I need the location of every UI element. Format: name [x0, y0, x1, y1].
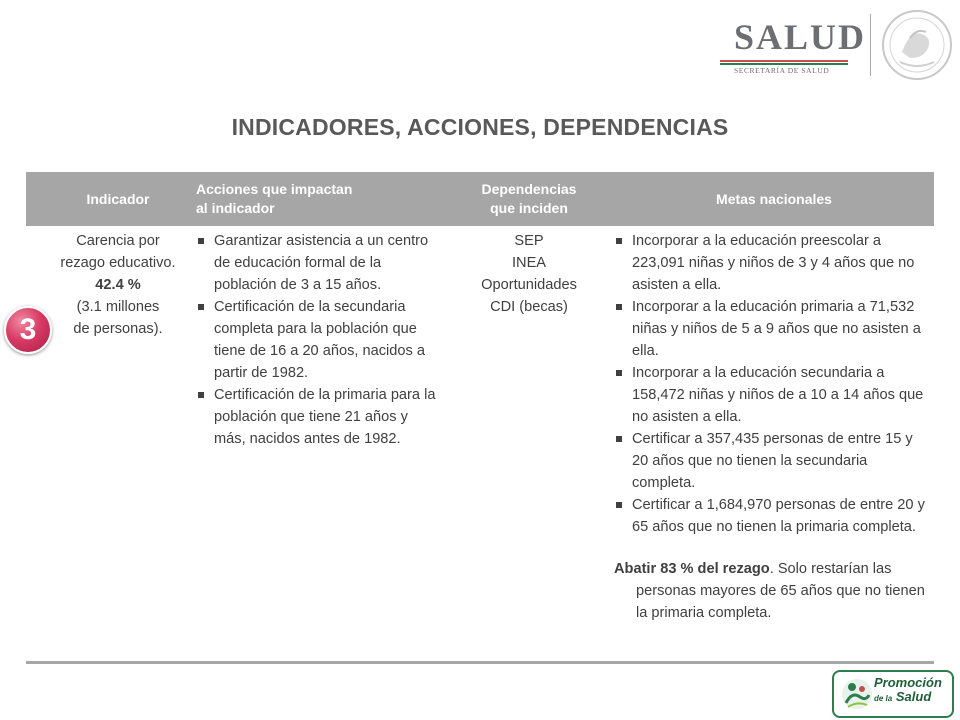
- dependencia-item: Oportunidades: [481, 277, 577, 293]
- metas-list: [614, 230, 930, 538]
- dependencia-item: INEA: [511, 255, 547, 271]
- indicador-line: (3.1 millones: [76, 299, 160, 315]
- metas-cell: [614, 230, 930, 624]
- indicador-line: Carencia por: [76, 233, 160, 249]
- promocion-logo-text: Promoción de la Salud: [874, 675, 942, 704]
- list-item: Certificación de la primaria para la población que tiene 21 años y más, nacidos antes de 1982.: [196, 384, 436, 450]
- dependencia-item: SEP: [514, 233, 544, 249]
- summary-bold: Abatir 83 % del rezago: [614, 561, 770, 577]
- logo-red-line: [720, 60, 848, 62]
- number-badge: 3: [4, 306, 52, 354]
- acciones-cell: [196, 230, 436, 450]
- header-dependencias: Dependencias que inciden: [481, 181, 577, 216]
- header-acciones: Acciones que impactan al indicador: [196, 181, 353, 216]
- salud-logo-word: SALUD: [734, 17, 867, 57]
- header-indicador: Indicador: [86, 190, 150, 207]
- header-divider: [870, 14, 871, 76]
- page-title: INDICADORES, ACCIONES, DEPENDENCIAS: [231, 114, 729, 140]
- acciones-list: [196, 230, 436, 450]
- promocion-logo-icon: [840, 677, 874, 711]
- indicador-line: de personas).: [73, 321, 163, 337]
- list-item: Certificación de la secundaria completa para la población que tiene de 16 a 20 años, nacidos a partir de 1982.: [196, 296, 436, 384]
- dependencias-cell: [454, 230, 604, 318]
- bottom-divider: [26, 661, 934, 664]
- national-seal-icon: [880, 8, 954, 82]
- summary-text: . Solo restarían las personas mayores de 65 años que no tienen la primaria completa.: [636, 561, 925, 621]
- salud-logo-subtitle: SECRETARÍA DE SALUD: [734, 66, 830, 75]
- dependencia-item: CDI (becas): [490, 299, 568, 315]
- logo-green-line: [720, 63, 848, 65]
- list-item: Garantizar asistencia a un centro de educación formal de la población de 3 a 15 años.: [196, 230, 436, 296]
- header-metas: Metas nacionales: [716, 190, 832, 207]
- promocion-salud-logo: [832, 670, 954, 718]
- list-item: Incorporar a la educación secundaria a 158,472 niñas y niños de a 10 a 14 años que no asisten a ella.: [614, 362, 930, 428]
- salud-logo: [718, 14, 867, 75]
- list-item: Incorporar a la educación primaria a 71,532 niñas y niños de 5 a 9 años que no asisten a ella.: [614, 296, 930, 362]
- indicador-cell: [26, 230, 210, 340]
- list-item: Certificar a 1,684,970 personas de entre 20 y 65 años que no tienen la primaria completa.: [614, 494, 930, 538]
- list-item: Incorporar a la educación preescolar a 223,091 niñas y niños de 3 y 4 años que no asisten a ella.: [614, 230, 930, 296]
- indicador-value: 42.4 %: [95, 277, 141, 293]
- list-item: Certificar a 357,435 personas de entre 15 y 20 años que no tienen la secundaria completa.: [614, 428, 930, 494]
- metas-summary: [614, 558, 930, 624]
- table-header: [26, 172, 934, 226]
- indicador-line: rezago educativo.: [60, 255, 176, 271]
